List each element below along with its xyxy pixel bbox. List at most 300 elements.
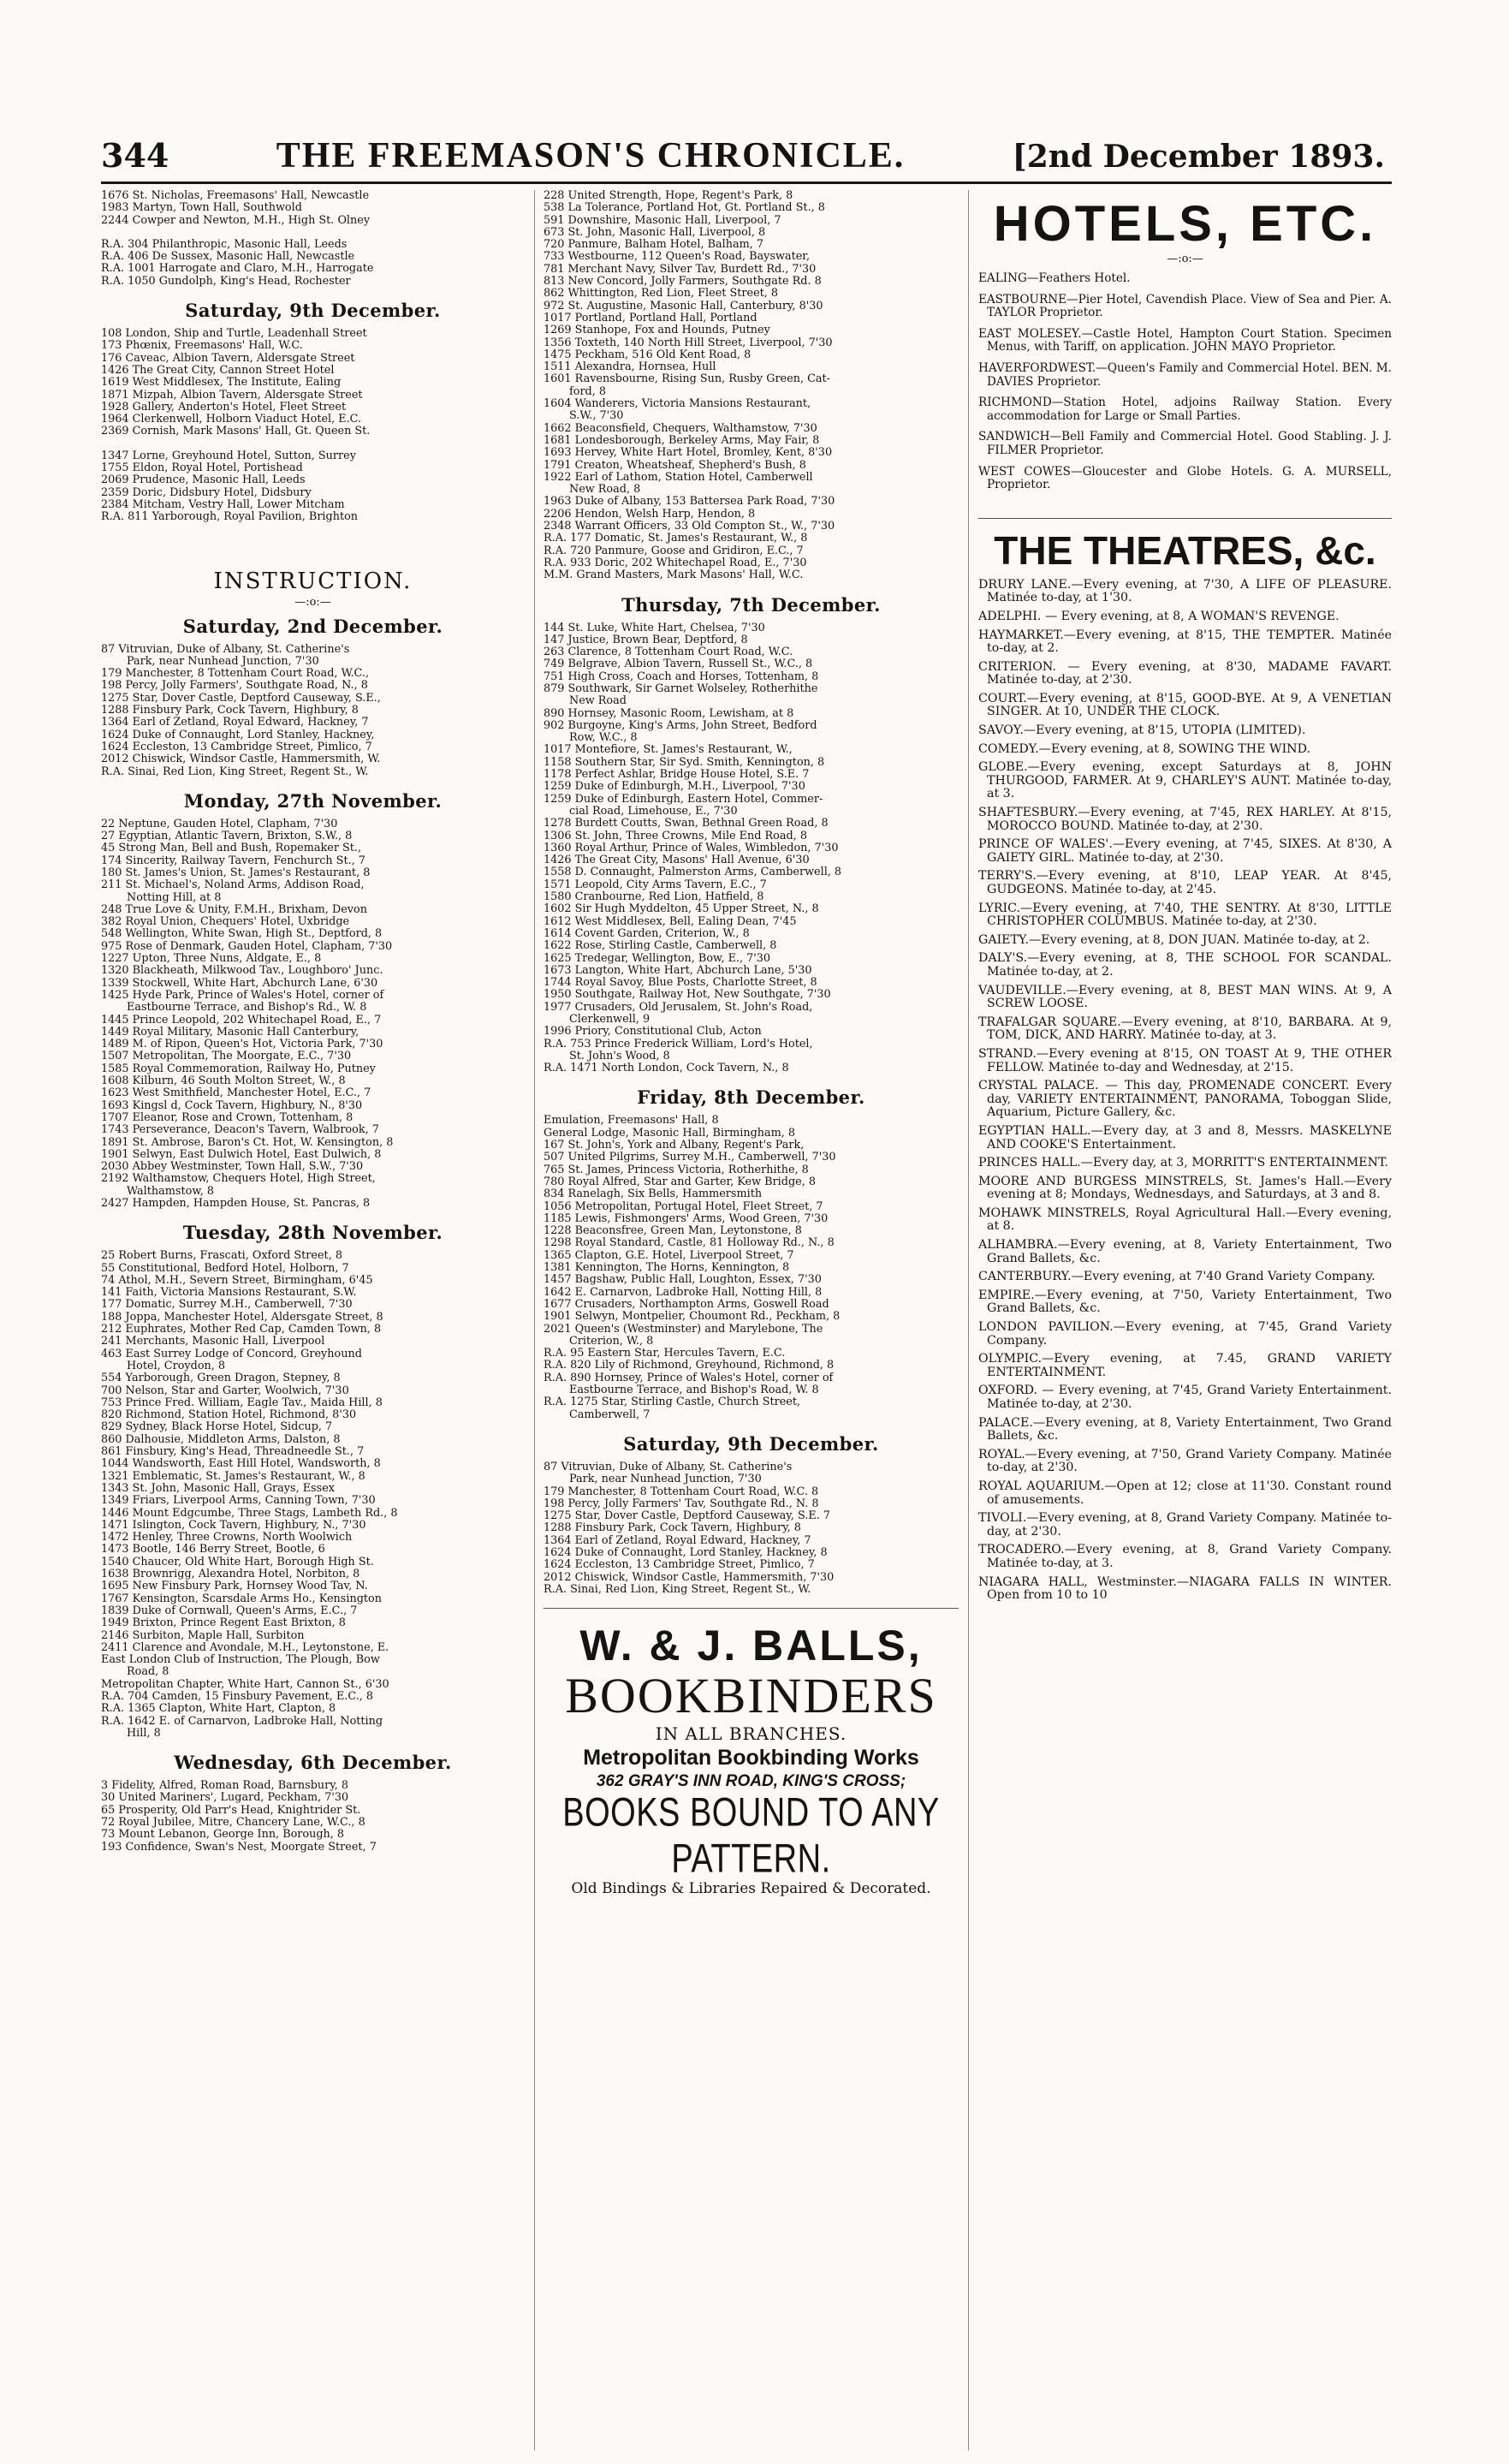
listing-entry: PRINCE OF WALES'.—Every evening, at 7'45, SIXES. At 8'30, A GAIETY GIRL. Matinée to-day, at 2'30. — [978, 837, 1392, 865]
ad-works: Metropolitan Bookbinding Works — [583, 1746, 919, 1771]
listing-line: R.A. 304 Philanthropic, Masonic Hall, Leeds — [101, 238, 348, 251]
theatre-list — [978, 579, 1392, 1603]
listing-line: 673 St. John, Masonic Hall, Liverpool, 8 — [544, 226, 766, 239]
listing-line: Road, 8 — [127, 1666, 169, 1679]
listing-line: R.A. 720 Panmure, Goose and Gridiron, E.C., 7 — [544, 545, 804, 557]
listing-line: 1676 St. Nicholas, Freemasons' Hall, Newcastle — [101, 190, 370, 202]
listing-line: 3 Fidelity, Alfred, Roman Road, Barnsbury, 8 — [101, 1780, 349, 1793]
listing-entry: WEST COWES—Gloucester and Globe Hotels. G. A. MURSELL, Proprietor. — [978, 464, 1392, 492]
listing-line: Emulation, Freemasons' Hall, 8 — [544, 1115, 719, 1128]
listing-entry: GLOBE.—Every evening, except Saturdays at 8, JOHN THURGOOD, FARMER. At 9, CHARLEY'S AUNT. Matinée to-day, at 3. — [978, 760, 1392, 801]
listing-line: 211 St. Michael's, Noland Arms, Addison Road, — [101, 879, 365, 892]
listing-entry: COMEDY.—Every evening, at 8, SOWING THE WIND. — [978, 741, 1310, 756]
listing-line: Walthamstow, 8 — [127, 1185, 215, 1198]
listing-line: 241 Merchants, Masonic Hall, Liverpool — [101, 1336, 325, 1348]
listing-line: 144 St. Luke, White Hart, Chelsea, 7'30 — [544, 622, 765, 634]
listing-line: 1622 Rose, Stirling Castle, Camberwell, 8 — [544, 940, 777, 953]
listing-line: 1320 Blackheath, Milkwood Tav., Loughboro' Junc. — [101, 965, 383, 978]
listing-line: 55 Constitutional, Bedford Hotel, Holborn, 7 — [101, 1262, 349, 1275]
listing-line: R.A. 95 Eastern Star, Hercules Tavern, E.C. — [544, 1348, 786, 1360]
listing-line: 1755 Eldon, Royal Hotel, Portishead — [101, 462, 303, 475]
column-lodge-meetings-left — [101, 190, 525, 2450]
listing-line: S.W., 7'30 — [569, 410, 624, 423]
listing-entry: HAVERFORDWEST.—Queen's Family and Commercial Hotel. BEN. M. DAVIES Proprietor. — [978, 360, 1392, 389]
listing-line: 2069 Prudence, Masonic Hall, Leeds — [101, 474, 306, 487]
listing-line: 862 Whittington, Red Lion, Fleet Street, 8 — [544, 288, 779, 301]
listing-line: R.A. 933 Doric, 202 Whitechapel Road, E., 7'30 — [544, 556, 807, 569]
listing-entry: VAUDEVILLE.—Every evening, at 8, BEST MAN WINS. At 9, A SCREW LOOSE. — [978, 983, 1392, 1011]
listing-line: 382 Royal Union, Chequers' Hotel, Uxbridge — [101, 916, 350, 929]
listing-line: 188 Joppa, Manchester Hotel, Aldersgate Street, 8 — [101, 1311, 383, 1324]
section-heading-hotels: HOTELS, ETC. — [993, 196, 1377, 252]
listing-line: 834 Ranelagh, Six Bells, Hammersmith — [544, 1188, 763, 1201]
listing-entry: TROCADERO.—Every evening, at 8, Grand Variety Company. Matinée to-day, at 3. — [978, 1543, 1392, 1570]
listing-entry: NIAGARA HALL, Westminster.—NIAGARA FALLS IN WINTER. Open from 10 to 10 — [978, 1574, 1392, 1603]
listing-entry: PRINCES HALL.—Every day, at 3, MORRITT'S ENTERTAINMENT. — [978, 1156, 1388, 1170]
listing-line: 1638 Brownrigg, Alexandra Hotel, Norbiton, 8 — [101, 1568, 360, 1581]
listing-line: M.M. Grand Masters, Mark Masons' Hall, W.C. — [544, 569, 804, 582]
listing-entry: EGYPTIAN HALL.—Every day, at 3 and 8, Messrs. MASKELYNE AND COOKE'S Entertainment. — [978, 1123, 1392, 1152]
ad-address: 362 GRAY'S INN ROAD, KING'S CROSS; — [596, 1772, 906, 1791]
listing-line: R.A. 820 Lily of Richmond, Greyhound, Richmond, 8 — [544, 1360, 835, 1372]
listing-line: Hotel, Croydon, 8 — [127, 1360, 226, 1372]
listing-line: 198 Percy, Jolly Farmers', Southgate Road, N., 8 — [101, 680, 368, 693]
lodge-list — [101, 644, 525, 778]
listing-entry: LYRIC.—Every evening, at 7'40, THE SENTRY. At 8'30, LITTLE CHRISTOPHER COLUMBUS. Matinée to-day, at 2'30. — [978, 901, 1392, 929]
listing-line: 1928 Gallery, Anderton's Hotel, Fleet Street — [101, 401, 347, 414]
listing-line: 1744 Royal Savoy, Blue Posts, Charlotte Street, 8 — [544, 977, 817, 990]
listing-line: 1964 Clerkenwell, Holborn Viaduct Hotel, E.C. — [101, 414, 362, 426]
masthead — [101, 135, 1385, 176]
listing-line: 861 Finsbury, King's Head, Threadneedle St., 7 — [101, 1446, 365, 1459]
listing-line: 1695 New Finsbury Park, Hornsey Wood Tav, N. — [101, 1580, 368, 1593]
listing-line: cial Road, Limehouse, E., 7'30 — [569, 805, 738, 818]
listing-line: 820 Richmond, Station Hotel, Richmond, 8'30 — [101, 1409, 357, 1422]
listing-line: R.A. 1275 Star, Stirling Castle, Church Street, — [544, 1396, 801, 1409]
listing-line: 263 Clarence, 8 Tottenham Court Road, W.C. — [544, 646, 793, 659]
listing-line: 1624 Eccleston, 13 Cambridge Street, Pimlico, 7 — [544, 1559, 815, 1572]
listing-line: 463 East Surrey Lodge of Concord, Greyhound — [101, 1348, 362, 1360]
listing-line: 1614 Covent Garden, Criterion, W., 8 — [544, 927, 750, 940]
listing-line: 1767 Kensington, Scarsdale Arms Ho., Kensington — [101, 1592, 382, 1605]
listing-line: 1601 Ravensbourne, Rising Sun, Rusby Green, Cat- — [544, 373, 830, 386]
section-heading-instruction: INSTRUCTION. — [213, 568, 413, 594]
ad-note: Old Bindings & Libraries Repaired & Decorated. — [571, 1880, 931, 1898]
listing-line: 1624 Duke of Connaught, Lord Stanley, Hackney, 8 — [544, 1546, 828, 1559]
listing-line: R.A. 406 De Sussex, Masonic Hall, Newcastle — [101, 251, 355, 264]
listing-entry: TIVOLI.—Every evening, at 8, Grand Variety Company. Matinée to-day, at 2'30. — [978, 1511, 1392, 1539]
listing-line: 1278 Burdett Coutts, Swan, Bethnal Green Road, 8 — [544, 818, 829, 830]
listing-line: 1612 West Middlesex, Bell, Ealing Dean, 7'45 — [544, 915, 797, 928]
listing-line: 749 Belgrave, Albion Tavern, Russell St., W.C., 8 — [544, 658, 813, 671]
listing-entry: EAST MOLESEY.—Castle Hotel, Hampton Court Station. Specimen Menus, with Tariff, on application. JOHN MAYO Proprietor. — [978, 326, 1392, 354]
listing-line: General Lodge, Masonic Hall, Birmingham, 8 — [544, 1127, 796, 1140]
listing-line: 1056 Metropolitan, Portugal Hotel, Fleet Street, 7 — [544, 1200, 823, 1213]
listing-line: St. John's Wood, 8 — [569, 1050, 670, 1062]
listing-line: 1871 Mizpah, Albion Tavern, Aldersgate Street — [101, 389, 363, 402]
listing-line: 1178 Perfect Ashlar, Bridge House Hotel, S.E. 7 — [544, 769, 810, 782]
listing-entry: PALACE.—Every evening, at 8, Variety Entertainment, Two Grand Ballets, &c. — [978, 1415, 1392, 1443]
column-rule — [968, 190, 969, 2450]
listing-line: 1227 Upton, Three Nuns, Aldgate, E., 8 — [101, 953, 322, 966]
listing-line: R.A. 177 Domatic, St. James's Restaurant, W., 8 — [544, 533, 808, 545]
listing-line: 147 Justice, Brown Bear, Deptford, 8 — [544, 634, 748, 646]
listing-line: 972 St. Augustine, Masonic Hall, Canterbury, 8'30 — [544, 300, 823, 312]
listing-entry: TRAFALGAR SQUARE.—Every evening, at 8'10, BARBARA. At 9, TOM, DICK, AND HARRY. Matinée to-day, at 3. — [978, 1015, 1392, 1043]
lodge-list — [101, 1250, 525, 1740]
listing-line: R.A. 1050 Gundolph, King's Head, Rochester — [101, 275, 351, 288]
listing-line: 212 Euphrates, Mother Red Cap, Camden Town, 8 — [101, 1324, 382, 1336]
listing-entry: ROYAL.—Every evening, at 7'50, Grand Variety Company. Matinée to-day, at 2'30. — [978, 1447, 1392, 1475]
listing-line: 1996 Priory, Constitutional Club, Acton — [544, 1026, 762, 1039]
listing-line: 193 Confidence, Swan's Nest, Moorgate Street, 7 — [101, 1841, 377, 1854]
listing-line: ford, 8 — [569, 385, 607, 398]
lodge-list — [101, 818, 525, 1211]
header-rule — [101, 182, 1392, 184]
listing-line: 176 Caveac, Albion Tavern, Aldersgate Street — [101, 352, 355, 365]
listing-line: 228 United Strength, Hope, Regent's Park, 8 — [544, 190, 793, 202]
listing-line: Metropolitan Chapter, White Hart, Cannon St., 6'30 — [101, 1678, 389, 1691]
listing-line: 548 Wellington, White Swan, High St., Deptford, 8 — [101, 928, 383, 941]
listing-line: 30 United Mariners', Lugard, Peckham, 7'30 — [101, 1792, 349, 1805]
listing-line: 45 Strong Man, Bell and Bush, Ropemaker St., — [101, 842, 362, 855]
listing-entry: SAVOY.—Every evening, at 8'15, UTOPIA (LIMITED). — [978, 723, 1306, 738]
listing-line: 1364 Earl of Zetland, Royal Edward, Hackney, 7 — [101, 717, 369, 729]
listing-line: 1259 Duke of Edinburgh, M.H., Liverpool, 7'30 — [544, 781, 805, 794]
day-heading: Wednesday, 6th December. — [174, 1752, 452, 1774]
listing-line: Notting Hill, at 8 — [127, 891, 222, 904]
listing-line: 1623 West Smithfield, Manchester Hotel, E.C., 7 — [101, 1087, 371, 1100]
listing-entry: EMPIRE.—Every evening, at 7'50, Variety Entertainment, Two Grand Ballets, &c. — [978, 1288, 1392, 1316]
listing-line: 2146 Surbiton, Maple Hall, Surbiton — [101, 1629, 305, 1642]
ad-trade: BOOKBINDERS — [565, 1668, 937, 1724]
listing-line: 1673 Langton, White Hart, Abchurch Lane, 5'30 — [544, 964, 812, 977]
listing-line: New Road, 8 — [569, 484, 641, 497]
listing-line: 720 Panmure, Balham Hotel, Balham, 7 — [544, 239, 764, 252]
listing-line: 174 Sincerity, Railway Tavern, Fenchurch St., 7 — [101, 854, 365, 867]
listing-line: 1662 Beaconsfield, Chequers, Walthamstow, 7'30 — [544, 422, 817, 435]
column-hotels-theatres — [978, 190, 1392, 2450]
listing-line: 1949 Brixton, Prince Regent East Brixton, 8 — [101, 1617, 346, 1630]
listing-line: 2192 Walthamstow, Chequers Hotel, High Street, — [101, 1173, 376, 1186]
listing-line: 1901 Selwyn, East Dulwich Hotel, East Dulwich, 8 — [101, 1148, 382, 1161]
listing-entry: EALING—Feathers Hotel. — [978, 271, 1131, 285]
listing-entry: DRURY LANE.—Every evening, at 7'30, A LIFE OF PLEASURE. Matinée to-day, at 1'30. — [978, 577, 1392, 605]
listing-line: 1269 Stanhope, Fox and Hounds, Putney — [544, 324, 770, 337]
listing-entry: RICHMOND—Station Hotel, adjoins Railway Station. Every accommodation for Large or Small Parties. — [978, 396, 1392, 423]
listing-line: 1017 Montefiore, St. James's Restaurant, W., — [544, 744, 793, 757]
listing-entry: SHAFTESBURY.—Every evening, at 7'45, REX HARLEY. At 8'15, MOROCCO BOUND. Matinée to-day, at 2'30. — [978, 806, 1392, 833]
listing-line: 1922 Earl of Lathom, Station Hotel, Camberwell — [544, 471, 813, 484]
listing-line: 1381 Kennington, The Horns, Kennington, 8 — [544, 1262, 790, 1275]
listing-line: 1624 Eccleston, 13 Cambridge Street, Pimlico, 7 — [101, 741, 372, 753]
listing-line: 1356 Toxteth, 140 North Hill Street, Liverpool, 7'30 — [544, 336, 833, 349]
divider — [544, 1608, 959, 1609]
listing-line: R.A. 1365 Clapton, White Hart, Clapton, 8 — [101, 1703, 336, 1716]
day-heading: Saturday, 9th December. — [185, 300, 441, 322]
paper-title: THE FREEMASON'S CHRONICLE. — [276, 136, 906, 176]
listing-line: 1446 Mount Edgcumbe, Three Stags, Lambeth Rd., 8 — [101, 1507, 398, 1520]
listing-line: 538 La Tolerance, Portland Hot, Gt. Portland St., 8 — [544, 202, 825, 215]
listing-line: Row, W.C., 8 — [569, 732, 638, 745]
listing-line: 1963 Duke of Albany, 153 Battersea Park Road, 7'30 — [544, 496, 835, 509]
listing-line: 1360 Royal Arthur, Prince of Wales, Wimbledon, 7'30 — [544, 842, 839, 854]
listing-entry: ROYAL AQUARIUM.—Open at 12; close at 11'30. Constant round of amusements. — [978, 1479, 1392, 1507]
listing-line: 1693 Hervey, White Hart Hotel, Bromley, Kent, 8'30 — [544, 447, 833, 460]
listing-line: 1298 Royal Standard, Castle, 81 Holloway Rd., N., 8 — [544, 1237, 835, 1250]
listing-line: 1473 Bootle, 146 Berry Street, Bootle, 6 — [101, 1544, 325, 1556]
listing-line: 167 St. John's, York and Albany, Regent's Park, — [544, 1140, 805, 1152]
listing-line: 1228 Beaconsfree, Green Man, Leytonstone, 8 — [544, 1225, 802, 1238]
listing-line: 27 Egyptian, Atlantic Tavern, Brixton, S.W., 8 — [101, 830, 353, 843]
hotel-list — [978, 272, 1392, 492]
listing-line: 72 Royal Jubilee, Mitre, Chancery Lane, W.C., 8 — [101, 1817, 365, 1830]
listing-line: 179 Manchester, 8 Tottenham Court Road, W.C., — [101, 668, 370, 681]
listing-line: 2411 Clarence and Avondale, M.H., Leytonstone, E. — [101, 1641, 389, 1654]
listing-line: 25 Robert Burns, Frascati, Oxford Street, 8 — [101, 1250, 342, 1263]
section-heading-theatres: THE THEATRES, &c. — [994, 527, 1376, 573]
listing-line: R.A. Sinai, Red Lion, King Street, Regent St., W. — [544, 1583, 811, 1596]
lodge-list — [101, 328, 525, 523]
listing-line: 1540 Chaucer, Old White Hart, Borough High St. — [101, 1556, 374, 1568]
listing-line: 2030 Abbey Westminster, Town Hall, S.W., 7'30 — [101, 1161, 364, 1174]
listing-line: 22 Neptune, Gauden Hotel, Clapham, 7'30 — [101, 818, 338, 830]
listing-line: 1602 Sir Hugh Myddelton, 45 Upper Street, N., 8 — [544, 903, 819, 916]
listing-line: 2021 Queen's (Westminster) and Marylebone, The — [544, 1323, 823, 1336]
day-heading: Saturday, 9th December. — [623, 1432, 879, 1455]
listing-line: 2012 Chiswick, Windsor Castle, Hammersmith, 7'30 — [544, 1571, 835, 1584]
day-heading: Saturday, 2nd December. — [182, 615, 443, 637]
lodge-list — [544, 1115, 959, 1420]
bookbinders-advertisement — [544, 1621, 959, 1897]
listing-line: 1707 Eleanor, Rose and Crown, Tottenham, 8 — [101, 1111, 353, 1124]
listing-line: 1425 Hyde Park, Prince of Wales's Hotel, corner of — [101, 989, 384, 1002]
listing-line: 813 New Concord, Jolly Farmers, Southgate Rd. 8 — [544, 276, 822, 289]
listing-line: 860 Dalhousie, Middleton Arms, Dalston, 8 — [101, 1433, 341, 1446]
listing-line: R.A. 811 Yarborough, Royal Pavilion, Brighton — [101, 511, 359, 524]
divider — [978, 518, 1392, 519]
listing-line: 1426 The Great City, Masons' Hall Avenue, 6'30 — [544, 854, 810, 867]
listing-line: 591 Downshire, Masonic Hall, Liverpool, 7 — [544, 214, 781, 227]
listing-line: 1608 Kilburn, 46 South Molton Street, W., 8 — [101, 1075, 346, 1088]
listing-entry: ADELPHI. — Every evening, at 8, A WOMAN'S REVENGE. — [978, 609, 1340, 623]
listing-line: 1604 Wanderers, Victoria Mansions Restaurant, — [544, 398, 811, 411]
issue-date: [2nd December 1893. — [1012, 139, 1385, 175]
listing-line: 1693 Kingsl d, Cock Tavern, Highbury, N., 8'30 — [101, 1099, 363, 1112]
listing-line: 1977 Crusaders, Old Jerusalem, St. John's Road, — [544, 1001, 813, 1014]
listing-line: 1288 Finsbury Park, Cock Tavern, Highbury, 8 — [544, 1522, 801, 1535]
listing-line: 1275 Star, Dover Castle, Deptford Causeway, S.E. 7 — [544, 1510, 830, 1523]
listing-line: 1891 St. Ambrose, Baron's Ct. Hot, W. Kensington, 8 — [101, 1136, 394, 1149]
listing-line: 829 Sydney, Black Horse Hotel, Sidcup, 7 — [101, 1421, 333, 1434]
listing-entry: TERRY'S.—Every evening, at 8'10, LEAP YEAR. At 8'45, GUDGEONS. Matinée to-day, at 2'45. — [978, 869, 1392, 896]
listing-line: R.A. 890 Hornsey, Prince of Wales's Hotel, corner of — [544, 1372, 834, 1384]
listing-entry: SANDWICH—Bell Family and Commercial Hotel. Good Stabling. J. J. FILMER Proprietor. — [978, 430, 1392, 457]
listing-entry: CRYSTAL PALACE. — This day, PROMENADE CONCERT. Every day, VARIETY ENTERTAINMENT, PANORAMA, Toboggan Slide, Aquarium, Picture Gallery, &c. — [978, 1079, 1392, 1120]
lodge-list — [101, 1780, 525, 1854]
listing-line: 108 London, Ship and Turtle, Leadenhall Street — [101, 328, 367, 341]
listing-line: 2427 Hampden, Hampden House, St. Pancras, 8 — [101, 1198, 371, 1210]
listing-entry: CANTERBURY.—Every evening, at 7'40 Grand Variety Company. — [978, 1270, 1375, 1284]
listing-entry: DALY'S.—Every evening, at 8, THE SCHOOL FOR SCANDAL. Matinée to-day, at 2. — [978, 951, 1392, 979]
spacer — [101, 438, 525, 450]
listing-line: R.A. 753 Prince Frederick William, Lord's Hotel, — [544, 1038, 813, 1050]
listing-line: 1288 Finsbury Park, Cock Tavern, Highbury, 8 — [101, 705, 359, 717]
listing-line: 751 High Cross, Coach and Horses, Tottenham, 8 — [544, 670, 819, 683]
listing-line: 753 Prince Fred. William, Eagle Tav., Maida Hill, 8 — [101, 1396, 383, 1409]
listing-line: 1950 Southgate, Railway Hot, New Southgate, 7'30 — [544, 989, 831, 1002]
lodge-list — [544, 1461, 959, 1596]
listing-line: 1475 Peckham, 516 Old Kent Road, 8 — [544, 348, 752, 361]
listing-line: 1901 Selwyn, Montpelier, Choumont Rd., Peckham, 8 — [544, 1311, 841, 1324]
listing-line: 65 Prosperity, Old Parr's Head, Knightrider St. — [101, 1804, 361, 1817]
listing-line: 1259 Duke of Edinburgh, Eastern Hotel, Commer- — [544, 793, 823, 806]
listing-line: 1489 M. of Ripon, Queen's Hot, Victoria Park, 7'30 — [101, 1039, 383, 1051]
listing-line: R.A. 1642 E. of Carnarvon, Ladbroke Hall, Notting — [101, 1715, 383, 1728]
ad-firm-name: W. & J. BALLS, — [579, 1622, 923, 1670]
listing-line: 1472 Henley, Three Crowns, North Woolwich — [101, 1532, 353, 1544]
listing-line: 1471 Islington, Cock Tavern, Highbury, N., 7'30 — [101, 1519, 366, 1532]
listing-line: 975 Rose of Denmark, Gauden Hotel, Clapham, 7'30 — [101, 940, 393, 953]
listing-line: 507 United Pilgrims, Surrey M.H., Camberwell, 7'30 — [544, 1152, 836, 1164]
ad-branches: IN ALL BRANCHES. — [655, 1723, 847, 1745]
listing-line: 1983 Martyn, Town Hall, Southwold — [101, 202, 302, 215]
listing-line: 2359 Doric, Didsbury Hotel, Didsbury — [101, 486, 312, 499]
listing-line: 1275 Star, Dover Castle, Deptford Causeway, S.E., — [101, 692, 381, 705]
listing-line: 1624 Duke of Connaught, Lord Stanley, Hackney, — [101, 729, 375, 741]
listing-line: 1619 West Middlesex, The Institute, Ealing — [101, 377, 342, 390]
listing-line: 1185 Lewis, Fishmongers' Arms, Wood Green, 7'30 — [544, 1212, 829, 1225]
listing-line: 1642 E. Carnarvon, Ladbroke Hall, Notting Hill, 8 — [544, 1286, 823, 1299]
listing-line: 87 Vitruvian, Duke of Albany, St. Catherine's — [101, 643, 350, 656]
lodge-list — [544, 622, 959, 1075]
separator: —:o:— — [1167, 253, 1203, 265]
day-heading: Monday, 27th November. — [183, 789, 443, 812]
listing-line: 2012 Chiswick, Windsor Castle, Hammersmith, W. — [101, 753, 381, 766]
listing-line: Hill, 8 — [127, 1727, 161, 1740]
listing-line: R.A. 1001 Harrogate and Claro, M.H., Harrogate — [101, 263, 374, 276]
listing-line: 1743 Perseverance, Deacon's Tavern, Walbrook, 7 — [101, 1124, 379, 1137]
listing-line: R.A. 1471 North London, Cock Tavern, N., 8 — [544, 1062, 789, 1075]
listing-line: 1343 St. John, Masonic Hall, Grays, Essex — [101, 1482, 335, 1495]
day-heading: Thursday, 7th December. — [621, 593, 881, 616]
listing-line: 87 Vitruvian, Duke of Albany, St. Catherine's — [544, 1461, 793, 1473]
listing-entry: LONDON PAVILION.—Every evening, at 7'45, Grand Variety Company. — [978, 1320, 1392, 1348]
listing-line: 554 Yarborough, Green Dragon, Stepney, 8 — [101, 1372, 341, 1385]
listing-entry: CRITERION. — Every evening, at 8'30, MADAME FAVART. Matinée to-day, at 2'30. — [978, 659, 1392, 687]
lodge-list — [101, 190, 525, 288]
listing-line: 1339 Stockwell, White Hart, Abchurch Lane, 6'30 — [101, 977, 378, 990]
listing-entry: EASTBOURNE—Pier Hotel, Cavendish Place. View of Sea and Pier. A. TAYLOR Proprietor. — [978, 292, 1392, 320]
separator: —:o:— — [294, 595, 331, 609]
listing-line: 1791 Creaton, Wheatsheaf, Shepherd's Bush, 8 — [544, 459, 806, 472]
listing-line: Park, near Nunhead Junction, 7'30 — [569, 1473, 762, 1486]
listing-line: 1365 Clapton, G.E. Hotel, Liverpool Street, 7 — [544, 1249, 794, 1262]
listing-line: 177 Domatic, Surrey M.H., Camberwell, 7'30 — [101, 1299, 353, 1312]
listing-line: 1017 Portland, Portland Hall, Portland — [544, 312, 757, 324]
listing-line: 1158 Southern Star, Sir Syd. Smith, Kennington, 8 — [544, 756, 825, 769]
listing-line: 1449 Royal Military, Masonic Hall Canterbury, — [101, 1026, 359, 1039]
listing-entry: STRAND.—Every evening at 8'15, ON TOAST At 9, THE OTHER FELLOW. Matinée to-day and Wednesday, at 2'15. — [978, 1046, 1392, 1074]
listing-line: 1625 Tredegar, Wellington, Bow, E., 7'30 — [544, 952, 771, 965]
listing-line: 1571 Leopold, City Arms Tavern, E.C., 7 — [544, 878, 767, 891]
listing-line: 879 Southwark, Sir Garnet Wolseley, Rotherhithe — [544, 682, 818, 695]
listing-line: 1839 Duke of Cornwall, Queen's Arms, E.C., 7 — [101, 1604, 358, 1617]
column-lodge-meetings-middle — [544, 190, 959, 2450]
listing-line: 1585 Royal Commemoration, Railway Ho, Putney — [101, 1062, 376, 1075]
listing-line: 2369 Cornish, Mark Masons' Hall, Gt. Queen St. — [101, 426, 371, 438]
listing-line: 1511 Alexandra, Hornsea, Hull — [544, 361, 716, 374]
listing-line: 765 St. James, Princess Victoria, Rotherhithe, 8 — [544, 1164, 809, 1176]
listing-line: 1349 Friars, Liverpool Arms, Canning Town, 7'30 — [101, 1495, 376, 1508]
listing-line: 173 Phœnix, Freemasons' Hall, W.C. — [101, 340, 303, 353]
listing-entry: OXFORD. — Every evening, at 7'45, Grand Variety Entertainment. Matinée to-day, at 2'30. — [978, 1384, 1392, 1411]
lodge-list — [544, 190, 959, 582]
listing-line: Eastbourne Terrace, and Bishop's Rd., W. 8 — [127, 1002, 367, 1015]
ad-slogan: BOOKS BOUND TO ANY PATTERN. — [562, 1790, 940, 1882]
listing-line: Park, near Nunhead Junction, 7'30 — [127, 655, 319, 668]
day-heading: Tuesday, 28th November. — [182, 1222, 443, 1244]
listing-entry: MOHAWK MINSTRELS, Royal Agricultural Hall.—Every evening, at 8. — [978, 1205, 1392, 1234]
listing-line: R.A. 704 Camden, 15 Finsbury Pavement, E.C., 8 — [101, 1690, 374, 1703]
listing-line: 780 Royal Alfred, Star and Garter, Kew Bridge, 8 — [544, 1175, 816, 1188]
listing-line: 890 Hornsey, Masonic Room, Lewisham, at 8 — [544, 707, 794, 720]
listing-line: East London Club of Instruction, The Plough, Bow — [101, 1654, 380, 1667]
listing-line: 1347 Lorne, Greyhound Hotel, Sutton, Surrey — [101, 449, 356, 462]
listing-line: 2244 Cowper and Newton, M.H., High St. Olney — [101, 214, 371, 227]
listing-line: 733 Westbourne, 112 Queen's Road, Bayswater, — [544, 251, 811, 264]
page-number: 344 — [101, 136, 169, 175]
listing-line: 1677 Crusaders, Northampton Arms, Goswell Road — [544, 1298, 829, 1311]
listing-line: 1364 Earl of Zetland, Royal Edward, Hackney, 7 — [544, 1534, 811, 1547]
listing-line: 1321 Emblematic, St. James's Restaurant, W., 8 — [101, 1470, 365, 1483]
listing-entry: MOORE AND BURGESS MINSTRELS, St. James's Hall.—Every evening at 8; Mondays, Wednesdays, and Saturdays, at 3 and 8. — [978, 1174, 1392, 1202]
listing-line: 141 Faith, Victoria Mansions Restaurant, S.W. — [101, 1287, 357, 1300]
listing-line: 1681 Londesborough, Berkeley Arms, May Fair, 8 — [544, 434, 820, 447]
listing-line: R.A. Sinai, Red Lion, King Street, Regent St., W. — [101, 765, 369, 778]
column-rule — [534, 190, 535, 2450]
listing-line: 2348 Warrant Officers, 33 Old Compton St., W., 7'30 — [544, 521, 835, 533]
listing-entry: ALHAMBRA.—Every evening, at 8, Variety Entertainment, Two Grand Ballets, &c. — [978, 1238, 1392, 1265]
day-heading: Friday, 8th December. — [637, 1086, 865, 1109]
listing-line: 2206 Hendon, Welsh Harp, Hendon, 8 — [544, 508, 756, 521]
listing-line: 1044 Wandsworth, East Hill Hotel, Wandsworth, 8 — [101, 1458, 381, 1471]
listing-line: 1558 D. Connaught, Palmerston Arms, Camberwell, 8 — [544, 866, 842, 879]
listing-line: Eastbourne Terrace, and Bishop's Road, W. 8 — [569, 1384, 819, 1397]
listing-line: 248 True Love & Unity, F.M.H., Brixham, Devon — [101, 903, 367, 916]
listing-line: 902 Burgoyne, King's Arms, John Street, Bedford — [544, 719, 817, 732]
listing-line: 1580 Cranbourne, Red Lion, Hatfield, 8 — [544, 891, 764, 904]
listing-line: 1457 Bagshaw, Public Hall, Loughton, Essex, 7'30 — [544, 1274, 822, 1287]
listing-entry: HAYMARKET.—Every evening, at 8'15, THE TEMPTER. Matinée to-day, at 2. — [978, 628, 1392, 656]
listing-line: 2384 Mitcham, Vestry Hall, Lower Mitcham — [101, 498, 345, 511]
listing-line: 179 Manchester, 8 Tottenham Court Road, W.C. 8 — [544, 1485, 819, 1498]
listing-line: 198 Percy, Jolly Farmers' Tav, Southgate Rd., N. 8 — [544, 1497, 819, 1510]
listing-line: 74 Athol, M.H., Severn Street, Birmingham, 6'45 — [101, 1274, 373, 1287]
listing-line: 781 Merchant Navy, Silver Tav, Burdett Rd., 7'30 — [544, 263, 817, 276]
listing-entry: COURT.—Every evening, at 8'15, GOOD-BYE. At 9, A VENETIAN SINGER. At 10, UNDER THE CLOCK. — [978, 691, 1392, 719]
listing-line: 73 Mount Lebanon, George Inn, Borough, 8 — [101, 1829, 345, 1842]
listing-line: 180 St. James's Union, St. James's Restaurant, 8 — [101, 866, 371, 879]
listing-line: 1507 Metropolitan, The Moorgate, E.C., 7'30 — [101, 1050, 352, 1063]
listing-line: Criterion, W., 8 — [569, 1335, 654, 1348]
listing-line: 700 Nelson, Star and Garter, Woolwich, 7'30 — [101, 1384, 349, 1397]
listing-entry: GAIETY.—Every evening, at 8, DON JUAN. Matinée to-day, at 2. — [978, 932, 1370, 947]
listing-line: Camberwell, 7 — [569, 1408, 651, 1421]
listing-entry: OLYMPIC.—Every evening, at 7.45, GRAND VARIETY ENTERTAINMENT. — [978, 1352, 1392, 1379]
spacer — [101, 227, 525, 239]
listing-line: 1445 Prince Leopold, 202 Whitechapel Road, E., 7 — [101, 1014, 382, 1027]
